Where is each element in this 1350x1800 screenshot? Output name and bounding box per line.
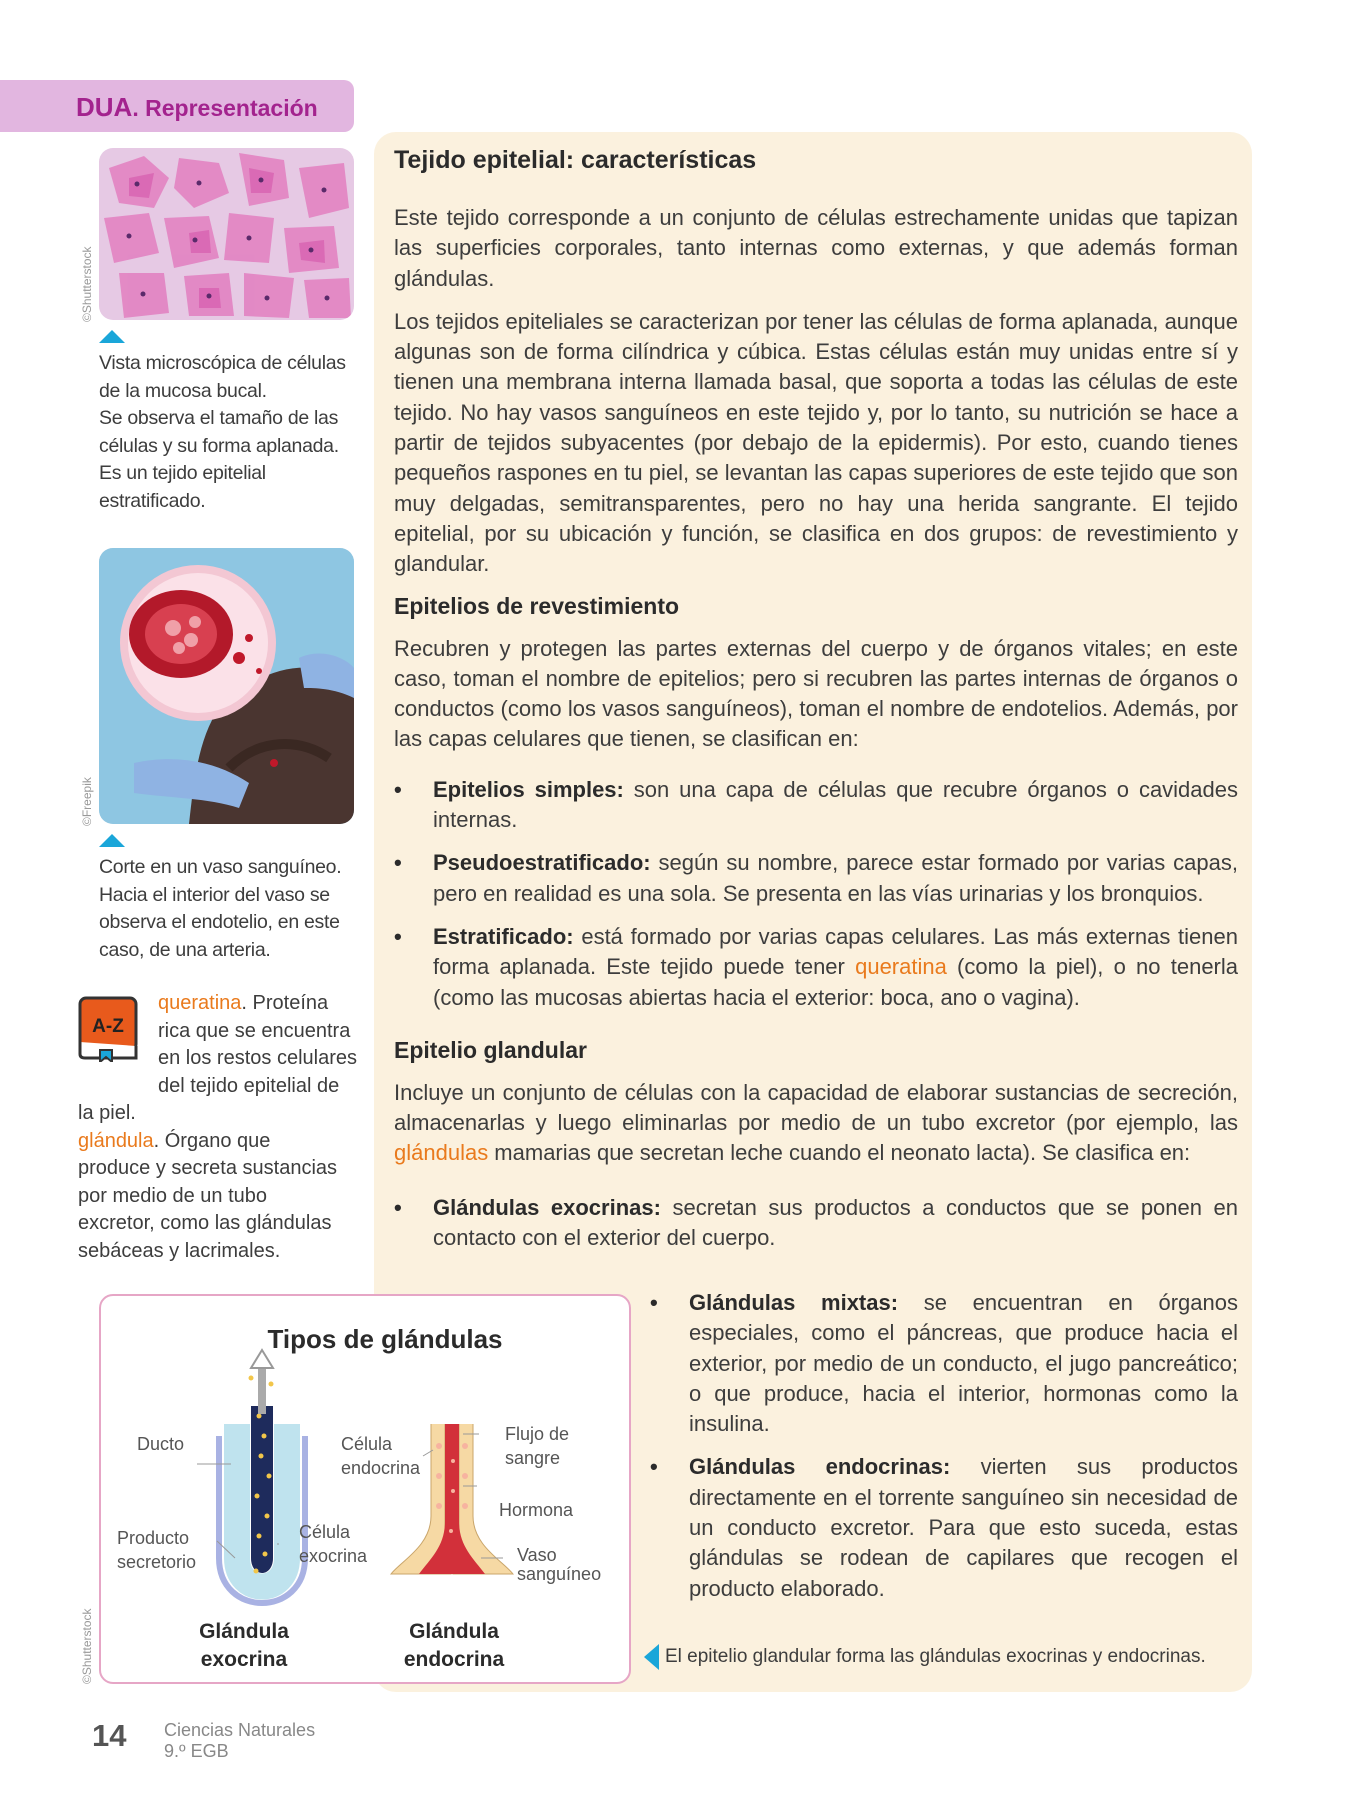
label-ducto: Ducto [137,1434,185,1454]
page-number: 14 [92,1718,127,1753]
paragraph: Recubren y protegen las partes externas del cuerpo y de órganos vitales; en este caso, toman el nombre de epitelios; pero si recubren las partes internas de órganos o conductos (como los vasos sanguíneos), toman el nombre de endotelios. Además, por las capas celulares que tienen, se clasifican en: [394,635,1238,752]
caption-pointer-icon [644,1644,659,1670]
gland-types-list [394,1193,1238,1254]
diagram-title: Tipos de glándulas [267,1324,503,1354]
footer-subject: Ciencias Naturales 9.º EGB [164,1720,316,1761]
glossary-term: glándula [78,1129,154,1152]
list-item: • Glándulas mixtas: se encuentran en órganos especiales, como el páncreas, que produce hacia el exterior, por medio de un conducto, el jugo pancreático; o que produce, hacia el interior, hormonas como la insulina. [650,1290,1238,1437]
label-vaso-sanguineo: Vaso sanguíneo [517,1545,602,1584]
photo-credit: ©Shutterstock [80,246,94,322]
list-item: • Glándulas exocrinas: secretan sus productos a conductos que se ponen en contacto con el exterior del cuerpo. [394,1194,1238,1251]
paragraph: Incluye un conjunto de células con la capacidad de elaborar sustancias de secreción, almacenarlas y luego eliminarlas por medio de un tubo excretor (por ejemplo, las glándulas mamarias que secretan leche cuando el neonato lacta). Se clasifica en: [394,1079,1238,1166]
gland-types-diagram [99,1294,631,1684]
svg-text:A-Z: A-Z [92,1016,124,1037]
caption-pointer-icon [99,834,125,847]
paragraph: Este tejido corresponde a un conjunto de células estrechamente unidas que tapizan las superficies corporales, tanto internas como externas, y que además forman glándulas. [394,205,1238,291]
glossary-term: queratina [158,992,242,1014]
dua-label: DUA [76,92,133,122]
label-glandula-exocrina: Glándula exocrina [199,1620,289,1671]
list-item: • Epitelios simples: son una capa de células que recubre órganos o cavidades internas. [394,776,1239,833]
caption-pointer-icon [99,330,125,343]
dua-subtitle: . Representación [132,95,318,121]
label-hormona: Hormona [499,1500,574,1520]
main-article [394,146,1238,1273]
paragraph: Los tejidos epiteliales se caracterizan por tener las células de forma aplanada, aunque algunas son de forma cilíndrica y cúbica. Estas células están muy unidas entre sí y tienen una membrana interna llamada basal, que soporta a todas las células de este tejido. No hay vasos sanguíneos en este tejido y, por lo tanto, su nutrición se hace a partir de tejidos subyacentes (por debajo de la epidermis). Por esto, cuando tienes pequeños raspones en tu piel, se levantan las capas superiores de este tejido que son muy delgadas, semitransparentes, pero no hay una herida sangrante. El tejido epitelial, por su ubicación y función, se clasifica en dos grupos: de revestimiento y glandular. [394,308,1238,577]
list-item: • Glándulas endocrinas: vierten sus productos directamente en el torrente sanguíneo sin necesidad de un conducto excretor. Para que esto suceda, estas glándulas se rodean de capilares que recogen el producto elaborado. [650,1454,1238,1601]
blood-vessel-photo [99,548,354,824]
list-item: • Pseudoestratificado: según su nombre, parece estar formado por varias capas, pero en realidad es una sola. Se presenta en las vías urinarias y los bronquios. [394,850,1238,906]
dua-tab [0,80,354,132]
subheading: Epitelio glandular [394,1036,587,1063]
glossary: queratina. Proteína rica que se encuentra en los restos celulares del tejido epitelial de la piel. glándula. Órgano que produce y secreta sustancias por medio de un tubo excretor, como las glándulas sebáceas y lacrimales. [78,992,357,1262]
subheading: Epitelios de revestimiento [394,592,680,619]
photo-credit: ©Freepik [80,777,94,826]
label-celula-exocrina: Célula exocrina [299,1522,368,1566]
label-producto-secretorio: Producto secretorio [117,1528,197,1572]
diagram-caption: El epitelio glandular forma las glándulas exocrinas y endocrinas. [644,1644,1206,1670]
photo-credit: ©Shutterstock [80,1608,94,1684]
lining-epithelia-list [394,775,1238,1013]
gland-types-list-continued [650,1288,1238,1617]
label-glandula-endocrina: Glándula endocrina [403,1620,505,1671]
microscopy-caption: Vista microscópica de células de la mucosa bucal. Se observa el tamaño de las células y su forma aplanada. Es un tejido epitelial estratificado. [99,352,346,512]
blood-vessel-caption: Corte en un vaso sanguíneo. Hacia el interior del vaso se observa el endotelio, en este caso, de una arteria. [99,856,342,961]
keyword-link: queratina [855,954,947,980]
section-title: Tejido epitelial: características [394,146,757,174]
keyword-link: glándulas [394,1140,489,1166]
label-celula-endocrina: Célula endocrina [341,1434,421,1478]
label-flujo-sangre: Flujo de sangre [505,1424,570,1468]
list-item: • Estratificado: está formado por varias capas celulares. Las más externas tienen forma aplanada. Este tejido puede tener queratina (como la piel), o no tenerla (como las mucosas abiertas hacia el exterior: boca, ano o vagina). [394,923,1239,1010]
microscopy-photo [99,148,354,320]
